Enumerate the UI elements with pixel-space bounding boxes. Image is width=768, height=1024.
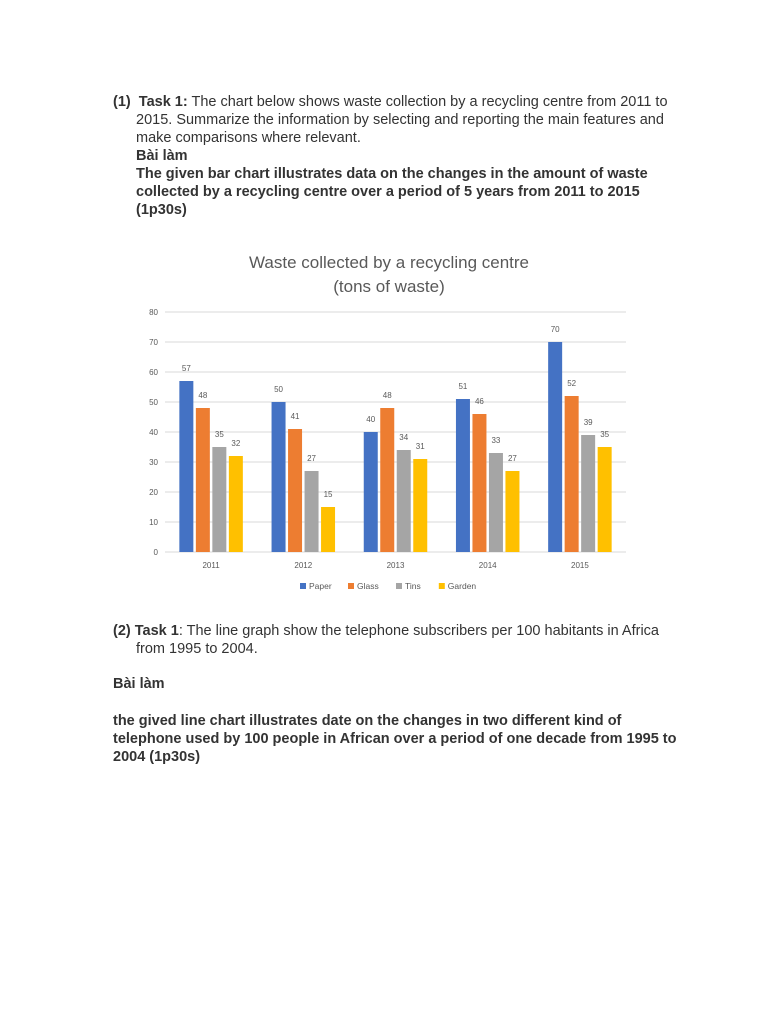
bar-garden xyxy=(321,507,335,552)
bar-paper xyxy=(548,342,562,552)
x-tick-label: 2012 xyxy=(294,561,313,570)
data-label: 52 xyxy=(567,379,577,388)
y-tick-label: 60 xyxy=(149,368,158,377)
bar-paper xyxy=(272,402,286,552)
bar-chart-svg xyxy=(130,240,650,610)
legend-swatch xyxy=(439,583,445,589)
x-tick-label: 2014 xyxy=(478,561,497,570)
chart-y-ticks xyxy=(149,308,158,557)
bar-glass xyxy=(196,408,210,552)
data-label: 50 xyxy=(274,385,284,394)
legend-swatch xyxy=(300,583,306,589)
legend-label: Garden xyxy=(447,581,477,591)
y-tick-label: 50 xyxy=(149,398,158,407)
data-label: 15 xyxy=(323,490,333,499)
y-tick-label: 80 xyxy=(149,308,158,317)
legend-label: Paper xyxy=(309,581,332,591)
task2-prompt-paragraph xyxy=(113,622,683,658)
task1-prompt: The chart below shows waste collection by a recycling centre from 2011 to 2015. Summarize the information by selecting and reporting the main features and make comparisons where relevant. xyxy=(136,94,668,146)
data-label: 33 xyxy=(491,436,501,445)
data-label: 34 xyxy=(399,433,409,442)
bar-garden xyxy=(598,447,612,552)
task1-section xyxy=(113,93,683,219)
task1-answer: The given bar chart illustrates data on the changes in the amount of waste collected by a recycling centre over a period of 5 years from 2011 to 2015 (1p30s) xyxy=(136,166,648,218)
data-label: 48 xyxy=(198,391,208,400)
data-label: 39 xyxy=(583,418,593,427)
bar-glass xyxy=(565,396,579,552)
data-label: 27 xyxy=(507,454,517,463)
bar-tins xyxy=(212,447,226,552)
bar-garden xyxy=(413,459,427,552)
bar-tins xyxy=(397,450,411,552)
task2-answer: the gived line chart illustrates date on the changes in two different kind of telephone used by 100 people in African over a period of one decade from 1995 to 2004 (1p30s) xyxy=(113,713,677,765)
data-label: 35 xyxy=(214,430,224,439)
data-label: 41 xyxy=(290,412,300,421)
bar-paper xyxy=(364,432,378,552)
y-tick-label: 0 xyxy=(153,548,158,557)
chart-legend xyxy=(300,581,476,591)
task1-prompt-paragraph xyxy=(113,93,683,147)
bar-garden xyxy=(505,471,519,552)
y-tick-label: 40 xyxy=(149,428,158,437)
bar-paper xyxy=(179,381,193,552)
data-label: 46 xyxy=(474,397,484,406)
data-label: 51 xyxy=(458,382,468,391)
bar-tins xyxy=(305,471,319,552)
y-tick-label: 30 xyxy=(149,458,158,467)
data-label: 57 xyxy=(181,364,191,373)
legend-label: Tins xyxy=(405,581,421,591)
data-label: 27 xyxy=(307,454,317,463)
bar-glass xyxy=(472,414,486,552)
y-tick-label: 70 xyxy=(149,338,158,347)
chart-x-ticks xyxy=(202,561,589,570)
bar-garden xyxy=(229,456,243,552)
bar-tins xyxy=(581,435,595,552)
bar-glass xyxy=(380,408,394,552)
data-label: 48 xyxy=(382,391,392,400)
data-label: 40 xyxy=(366,415,376,424)
task2-bai-lam-heading: Bài làm xyxy=(113,676,165,692)
chart-subtitle: (tons of waste) xyxy=(333,277,445,296)
chart-bars xyxy=(179,325,611,552)
x-tick-label: 2013 xyxy=(386,561,405,570)
legend-swatch xyxy=(348,583,354,589)
x-tick-label: 2011 xyxy=(202,561,220,570)
data-label: 35 xyxy=(600,430,610,439)
bar-glass xyxy=(288,429,302,552)
task2-number: (2) xyxy=(113,623,131,639)
task1-label: Task 1: xyxy=(138,94,188,110)
legend-swatch xyxy=(396,583,402,589)
legend-label: Glass xyxy=(357,581,379,591)
y-tick-label: 10 xyxy=(149,518,158,527)
data-label: 32 xyxy=(231,439,241,448)
x-tick-label: 2015 xyxy=(571,561,589,570)
bar-chart xyxy=(130,240,650,610)
task1-bai-lam-heading: Bài làm xyxy=(136,148,188,164)
bar-tins xyxy=(489,453,503,552)
y-tick-label: 20 xyxy=(149,488,158,497)
data-label: 70 xyxy=(550,325,560,334)
task2-label: Task 1 xyxy=(134,623,179,639)
bar-paper xyxy=(456,399,470,552)
task2-section xyxy=(113,622,683,658)
task2-prompt: : The line graph show the telephone subscribers per 100 habitants in Africa from 1995 to 2004. xyxy=(136,623,659,657)
chart-title: Waste collected by a recycling centre xyxy=(249,253,529,272)
data-label: 31 xyxy=(415,442,425,451)
task1-number: (1) xyxy=(113,94,131,110)
